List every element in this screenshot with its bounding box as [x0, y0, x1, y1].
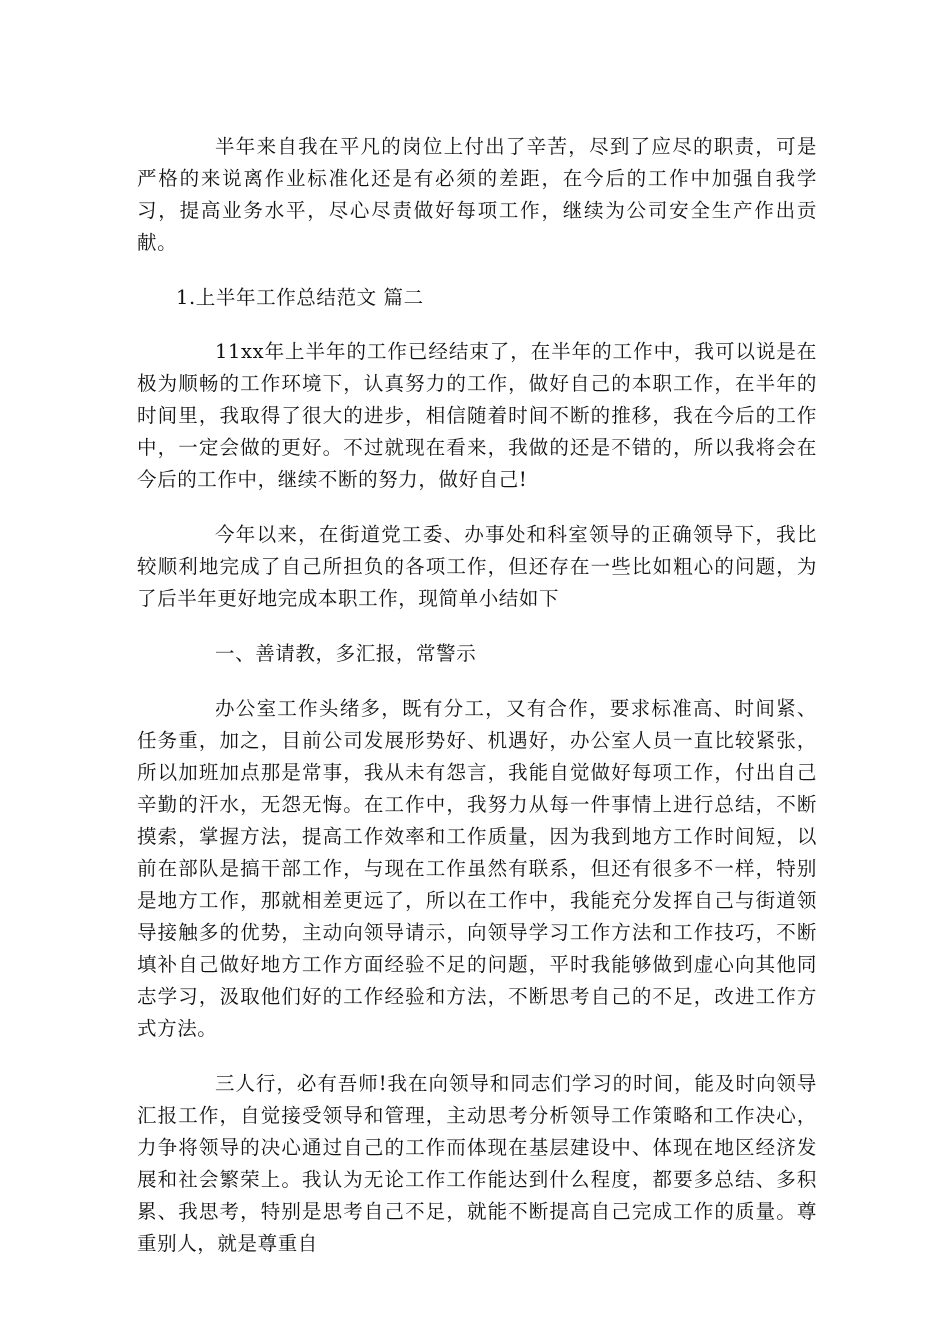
subheading-one: 一、善请教，多汇报，常警示 [215, 642, 477, 665]
document-body [137, 131, 817, 1260]
paragraph-gap [137, 670, 817, 693]
paragraph-gap [137, 1045, 817, 1068]
paragraph-conclusion: 半年来自我在平凡的岗位上付出了辛苦，尽到了应尽的职责，可是严格的来说离作业标准化还是有必须的差距，在今后的工作中加强自我学习，提高业务水平，尽心尽责做好每项工作，继续为公司安全生产作出贡献。 [137, 135, 817, 254]
paragraph-intro: 11xx年上半年的工作已经结束了，在半年的工作中，我可以说是在极为顺畅的工作环境下，认真努力的工作，做好自己的本职工作，在半年的时间里，我取得了很大的进步，相信随着时间不断的推移，我在今后的工作中，一定会做的更好。不过就现在看来，我做的还是不错的，所以我将会在今后的工作中，继续不断的努力，做好自己! [137, 340, 817, 491]
paragraph-office-work: 办公室工作头绪多，既有分工，又有合作，要求标准高、时间紧、任务重，加之，目前公司发展形势好、机遇好，办公室人员一直比较紧张，所以加班加点那是常事，我从未有怨言，我能自觉做好每项工作，付出自己辛勤的汗水，无怨无悔。在工作中，我努力从每一件事情上进行总结，不断摸索，掌握方法，提高工作效率和工作质量，因为我到地方工作时间短，以前在部队是搞干部工作，与现在工作虽然有联系，但还有很多不一样，特别是地方工作，那就相差更远了，所以在工作中，我能充分发挥自己与街道领导接触多的优势，主动向领导请示，向领导学习工作方法和工作技巧，不断填补自己做好地方工作方面经验不足的问题，平时我能够做到虚心向其他同志学习，汲取他们好的工作经验和方法，不断思考自己的不足，改进工作方式方法。 [137, 697, 817, 1040]
paragraph-gap [137, 496, 817, 519]
paragraph-gap [137, 259, 817, 282]
paragraph-gap [137, 615, 817, 638]
section-title-part-two: 1.上半年工作总结范文 篇二 [176, 286, 424, 309]
paragraph-gap [137, 314, 817, 336]
paragraph-learning: 三人行，必有吾师!我在向领导和同志们学习的时间，能及时向领导汇报工作，自觉接受领导和管理，主动思考分析领导工作策略和工作决心，力争将领导的决心通过自己的工作而体现在基层建设中、体现在地区经济发展和社会繁荣上。我认为无论工作工作能达到什么程度，都要多总结、多积累、我思考，特别是思考自己不足，就能不断提高自己完成工作的质量。尊重别人，就是尊重自 [137, 1072, 817, 1255]
paragraph-summary-lead: 今年以来，在街道党工委、办事处和科室领导的正确领导下，我比较顺利地完成了自己所担负的各项工作，但还存在一些比如粗心的问题，为了后半年更好地完成本职工作，现简单小结如下 [137, 523, 817, 610]
